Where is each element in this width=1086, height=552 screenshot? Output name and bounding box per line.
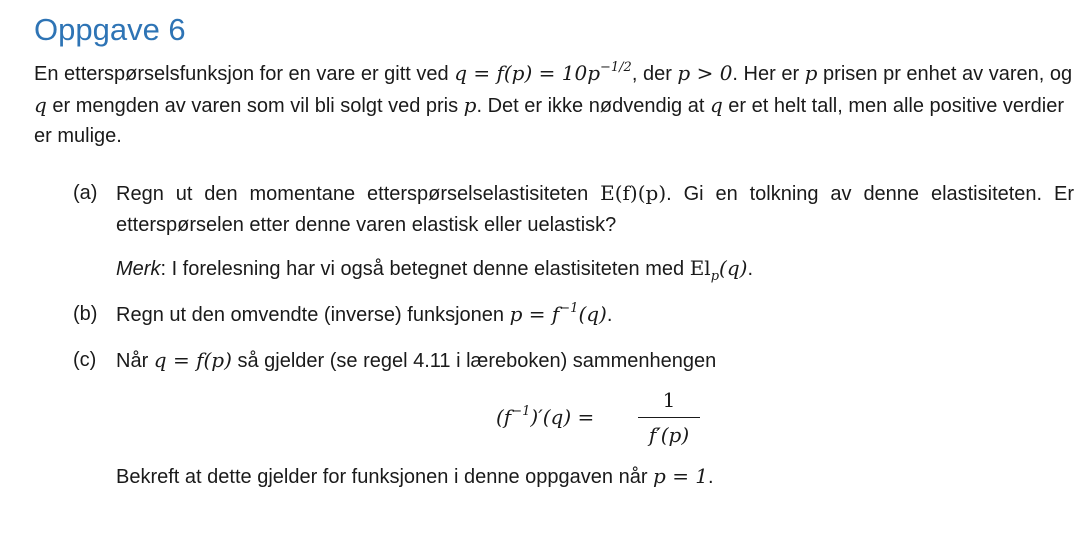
display-formula (34, 385, 1074, 455)
lhs-part: )′(q) = (530, 404, 595, 429)
el-argument: (q) (719, 255, 748, 280)
fraction-bar (638, 417, 700, 418)
confirm-text: Bekreft at dette gjelder for funksjonen i denne oppgaven når (116, 465, 654, 488)
formula-base: q = f(p) = 10p (454, 61, 601, 85)
formula-exponent: −1 (559, 300, 579, 316)
math-relation: q = f(p) (153, 347, 232, 372)
note (34, 253, 1074, 285)
formula-argument: (q) (578, 301, 607, 326)
inverse-formula (510, 302, 607, 326)
intro-text: . Her er (732, 63, 805, 85)
fraction-denominator: f′(p) (648, 422, 690, 447)
math-condition: p > 0 (677, 61, 733, 85)
subtask-text: . (606, 303, 613, 326)
math-condition: p = 1 (653, 463, 709, 488)
math-var: p (804, 61, 818, 85)
intro-paragraph (34, 58, 1074, 152)
subtask-text: så gjelder (se regel 4.11 i læreboken) sammenhengen (231, 349, 717, 372)
intro-text: er mengden av varen som vil bli solgt ved pris (46, 94, 464, 117)
subtask-text: . Gi en tolkning av denne elastisiteten. Er etterspørselen etter denne varen elastisk eller uelastisk? (116, 182, 1075, 236)
intro-text: En etterspørselsfunksjon for en vare er gitt ved (34, 63, 455, 85)
math-var: q (709, 92, 723, 117)
elasticity-formula: E(f)(p) (600, 180, 667, 205)
confirm-paragraph (34, 461, 1074, 493)
fraction (638, 385, 700, 450)
intro-text: , der (631, 63, 678, 85)
lhs-exponent: −1 (511, 403, 531, 419)
intro-text: er et helt tall, men alle positive verdier er mulige. (34, 94, 1065, 147)
formula-lhs (496, 405, 594, 429)
el-formula (689, 255, 748, 284)
note-text: : I forelesning har vi også betegnet denne elastisiteten med (160, 257, 690, 280)
math-var: p (463, 92, 477, 117)
confirm-text: . (708, 465, 714, 488)
subtask-label: (b) (73, 302, 98, 325)
math-var: q (34, 92, 47, 117)
subtask-text: Regn ut den omvendte (inverse) funksjonen (116, 303, 510, 326)
lhs-part: (f (496, 404, 512, 429)
demand-function-formula (454, 61, 632, 85)
fraction-numerator: 1 (662, 387, 676, 412)
el-subscript: p (710, 268, 720, 284)
formula-base: p = f (509, 301, 560, 326)
subtask-label: (a) (73, 181, 98, 204)
subtask-a (34, 178, 1074, 241)
intro-text: . Det er ikke nødvendig at (476, 94, 710, 117)
document-page (34, 10, 1074, 493)
page-title: Oppgave 6 (34, 12, 186, 47)
el-symbol: El (689, 255, 711, 280)
formula-exponent: −1/2 (600, 60, 632, 75)
subtask-c (34, 345, 1074, 377)
subtask-text: Regn ut den momentane etterspørselselastisiteten (116, 182, 601, 205)
subtask-b (34, 299, 1074, 331)
subtask-text: Når (116, 349, 154, 372)
note-label: Merk (116, 257, 161, 280)
note-text: . (747, 257, 753, 280)
subtask-label: (c) (73, 348, 97, 371)
intro-text: prisen pr enhet av varen, og (817, 63, 1073, 85)
